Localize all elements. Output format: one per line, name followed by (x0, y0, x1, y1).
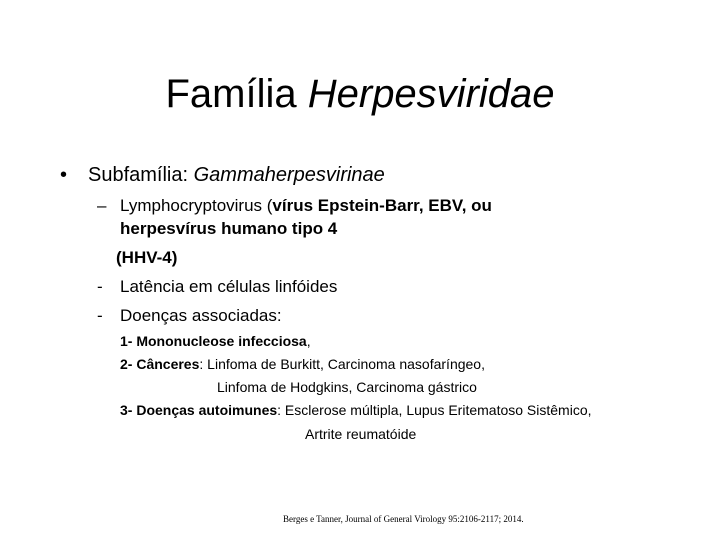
bullet-subfamily (60, 163, 385, 187)
disease-1 (120, 332, 311, 350)
sub-item-1-bold: vírus Epstein-Barr, EBV, ou (272, 196, 492, 215)
disease-2 (120, 355, 485, 373)
title-prefix: Família (165, 72, 308, 116)
disease-2-rest: : Linfoma de Burkitt, Carcinoma nasofaríngeo, (199, 356, 485, 372)
disease-2-cont: Linfoma de Hodgkins, Carcinoma gástrico (217, 379, 477, 395)
sub-item-1-line1 (120, 195, 492, 217)
disease-3-rest: : Esclerose múltipla, Lupus Eritematoso Sistêmico, (277, 402, 592, 418)
sub-item-1-line3: (HHV-4) (116, 248, 178, 267)
disease-2-bold: 2- Cânceres (120, 356, 200, 372)
sub-item-1-marker: – (97, 196, 107, 215)
disease-3 (120, 401, 592, 419)
sub-item-3-text: Doenças associadas: (120, 306, 282, 325)
bullet-marker: • (60, 164, 68, 186)
disease-1-rest: , (306, 333, 311, 349)
title-italic: Herpesviridae (307, 72, 555, 116)
sub-item-1-line2: herpesvírus humano tipo 4 (120, 219, 338, 238)
bullet-label: Subfamília: (88, 164, 194, 186)
disease-3-cont: Artrite reumatóide (305, 426, 417, 442)
disease-1-bold: 1- Mononucleose infecciosa (120, 333, 307, 349)
slide-title (0, 70, 720, 118)
sub-item-1-normal: Lymphocryptovirus ( (120, 196, 273, 215)
sub-item-2-marker: - (97, 277, 103, 296)
sub-item-2-text: Latência em células linfóides (120, 277, 338, 296)
sub-item-3-marker: - (97, 306, 103, 325)
disease-3-bold: 3- Doenças autoimunes (120, 402, 278, 418)
citation-footer: Berges e Tanner, Journal of General Virology 95:2106-2117; 2014. (283, 514, 524, 524)
bullet-italic: Gammaherpesvirinae (193, 164, 385, 186)
